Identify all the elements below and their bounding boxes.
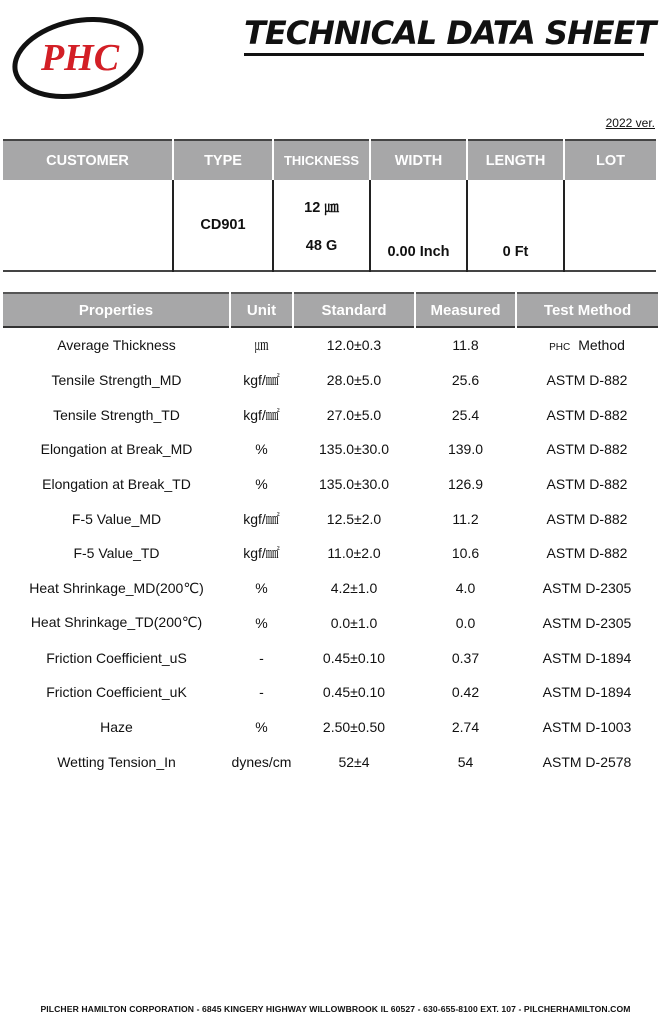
property-unit: kgf/㎟ — [243, 406, 280, 423]
page-title: TECHNICAL DATA SHEET — [244, 14, 656, 52]
property-standard: 27.0±5.0 — [326, 406, 382, 423]
property-test-method — [516, 710, 658, 745]
property-measured: 25.6 — [451, 372, 480, 389]
property-test-method — [516, 571, 658, 606]
thickness-header: THICKNESS — [273, 140, 370, 180]
property-row — [3, 675, 658, 710]
property-name: Tensile Strength_TD — [53, 406, 180, 423]
method-label: ASTM D-1894 — [542, 649, 632, 666]
phc-logo — [8, 8, 148, 100]
method-label: ASTM D-2305 — [542, 614, 632, 631]
property-measured: 139.0 — [447, 441, 484, 458]
method-prefix: PHC — [549, 342, 571, 354]
property-name: Tensile Strength_MD — [51, 372, 182, 389]
property-row — [3, 606, 658, 641]
property-name: Friction Coefficient_uS — [46, 649, 187, 666]
property-unit: kgf/㎟ — [243, 510, 280, 527]
property-test-method — [516, 675, 658, 710]
summary-header-row — [3, 140, 656, 180]
property-standard: 135.0±30.0 — [319, 441, 389, 458]
length-value: 0 Ft — [467, 180, 564, 271]
standard-header: Standard — [293, 293, 415, 327]
method-label: ASTM D-2305 — [542, 580, 632, 597]
property-standard: 0.45±0.10 — [322, 649, 386, 666]
property-row — [3, 710, 658, 745]
property-standard: 0.0±1.0 — [330, 614, 378, 631]
property-standard: 12.5±2.0 — [326, 510, 382, 527]
property-row — [3, 640, 658, 675]
thickness-micron-value: 12 ㎛ — [304, 200, 339, 216]
property-unit: % — [255, 580, 268, 597]
property-row — [3, 744, 658, 779]
property-standard: 52±4 — [338, 753, 370, 770]
measured-header: Measured — [415, 293, 516, 327]
method-label: Method — [578, 337, 625, 354]
lot-value — [564, 180, 656, 271]
length-header: LENGTH — [467, 140, 564, 180]
property-row — [3, 501, 658, 536]
property-name: Heat Shrinkage_MD(200℃) — [29, 579, 204, 596]
property-name: Friction Coefficient_uK — [46, 684, 187, 701]
property-measured: 11.2 — [452, 510, 479, 527]
property-unit: % — [255, 718, 268, 735]
method-label: ASTM D-1894 — [542, 684, 632, 701]
unit-header: Unit — [230, 293, 293, 327]
property-row — [3, 397, 658, 432]
version-label: 2022 ver. — [605, 116, 655, 130]
property-measured: 54 — [457, 753, 474, 770]
logo-text: PHC — [40, 37, 120, 79]
property-name: F-5 Value_MD — [71, 510, 162, 527]
type-header: TYPE — [173, 140, 273, 180]
property-measured: 0.37 — [451, 649, 480, 666]
property-test-method — [516, 744, 658, 779]
title-underline — [244, 53, 644, 56]
properties-table — [3, 292, 658, 779]
property-unit: dynes/cm — [231, 753, 292, 770]
property-unit: % — [255, 441, 268, 458]
method-label: ASTM D-1003 — [542, 718, 632, 735]
property-test-method — [516, 536, 658, 571]
method-label: ASTM D-882 — [546, 476, 628, 493]
property-measured: 2.74 — [451, 718, 480, 735]
properties-header: Properties — [3, 293, 230, 327]
footer-contact: PILCHER HAMILTON CORPORATION - 6845 KINGERY HIGHWAY WILLOWBROOK IL 60527 - 630-655-8100 EXT. 107 - PILCHERHAMILTON.COM — [40, 1004, 631, 1014]
property-test-method — [516, 432, 658, 467]
property-measured: 0.0 — [455, 614, 476, 631]
property-unit: % — [255, 614, 268, 631]
property-standard: 135.0±30.0 — [319, 476, 389, 493]
thickness-gauge-value: 48 G — [305, 238, 338, 254]
property-row — [3, 536, 658, 571]
property-name: Wetting Tension_In — [57, 753, 176, 770]
method-label: ASTM D-882 — [546, 406, 628, 423]
property-unit: - — [259, 684, 264, 701]
property-test-method — [516, 397, 658, 432]
property-row — [3, 432, 658, 467]
property-unit: kgf/㎟ — [243, 545, 280, 562]
property-row — [3, 571, 658, 606]
method-label: ASTM D-882 — [546, 545, 628, 562]
property-row — [3, 467, 658, 502]
width-value: 0.00 Inch — [370, 180, 467, 271]
property-measured: 25.4 — [451, 406, 480, 423]
property-unit: kgf/㎟ — [243, 372, 280, 389]
lot-header: LOT — [564, 140, 656, 180]
property-measured: 126.9 — [447, 476, 484, 493]
property-measured: 10.6 — [451, 545, 480, 562]
properties-header-row — [3, 293, 658, 327]
property-name: Average Thickness — [57, 337, 176, 354]
test-method-header: Test Method — [516, 293, 658, 327]
property-measured: 4.0 — [455, 580, 476, 597]
method-label: ASTM D-882 — [546, 510, 628, 527]
summary-row — [3, 180, 656, 271]
method-label: ASTM D-882 — [546, 372, 628, 389]
property-name: Heat Shrinkage_TD(200℃) — [30, 614, 203, 631]
type-value: CD901 — [173, 180, 273, 271]
property-row — [3, 327, 658, 363]
summary-table — [3, 139, 656, 272]
property-test-method — [516, 363, 658, 398]
width-header: WIDTH — [370, 140, 467, 180]
property-standard: 4.2±1.0 — [330, 580, 378, 597]
property-name: Elongation at Break_TD — [42, 476, 191, 493]
property-test-method — [516, 501, 658, 536]
property-test-method — [516, 640, 658, 675]
property-test-method — [516, 606, 658, 641]
property-name: F-5 Value_TD — [73, 545, 160, 562]
property-test-method — [516, 467, 658, 502]
property-unit: ㎛ — [254, 337, 269, 354]
property-unit: - — [259, 649, 264, 666]
property-standard: 0.45±0.10 — [322, 684, 386, 701]
property-name: Elongation at Break_MD — [40, 441, 193, 458]
customer-header: CUSTOMER — [3, 140, 173, 180]
property-measured: 11.8 — [452, 337, 479, 354]
property-name: Haze — [100, 718, 133, 735]
property-standard: 28.0±5.0 — [326, 372, 382, 389]
method-label: ASTM D-2578 — [542, 753, 632, 770]
method-label: ASTM D-882 — [546, 441, 628, 458]
property-measured: 0.42 — [451, 684, 480, 701]
property-row — [3, 363, 658, 398]
property-standard: 11.0±2.0 — [327, 545, 381, 562]
thickness-cell — [273, 180, 370, 271]
customer-value — [3, 180, 173, 271]
property-standard: 12.0±0.3 — [326, 337, 382, 354]
property-unit: % — [255, 476, 268, 493]
property-standard: 2.50±0.50 — [322, 718, 386, 735]
property-test-method — [516, 327, 658, 363]
